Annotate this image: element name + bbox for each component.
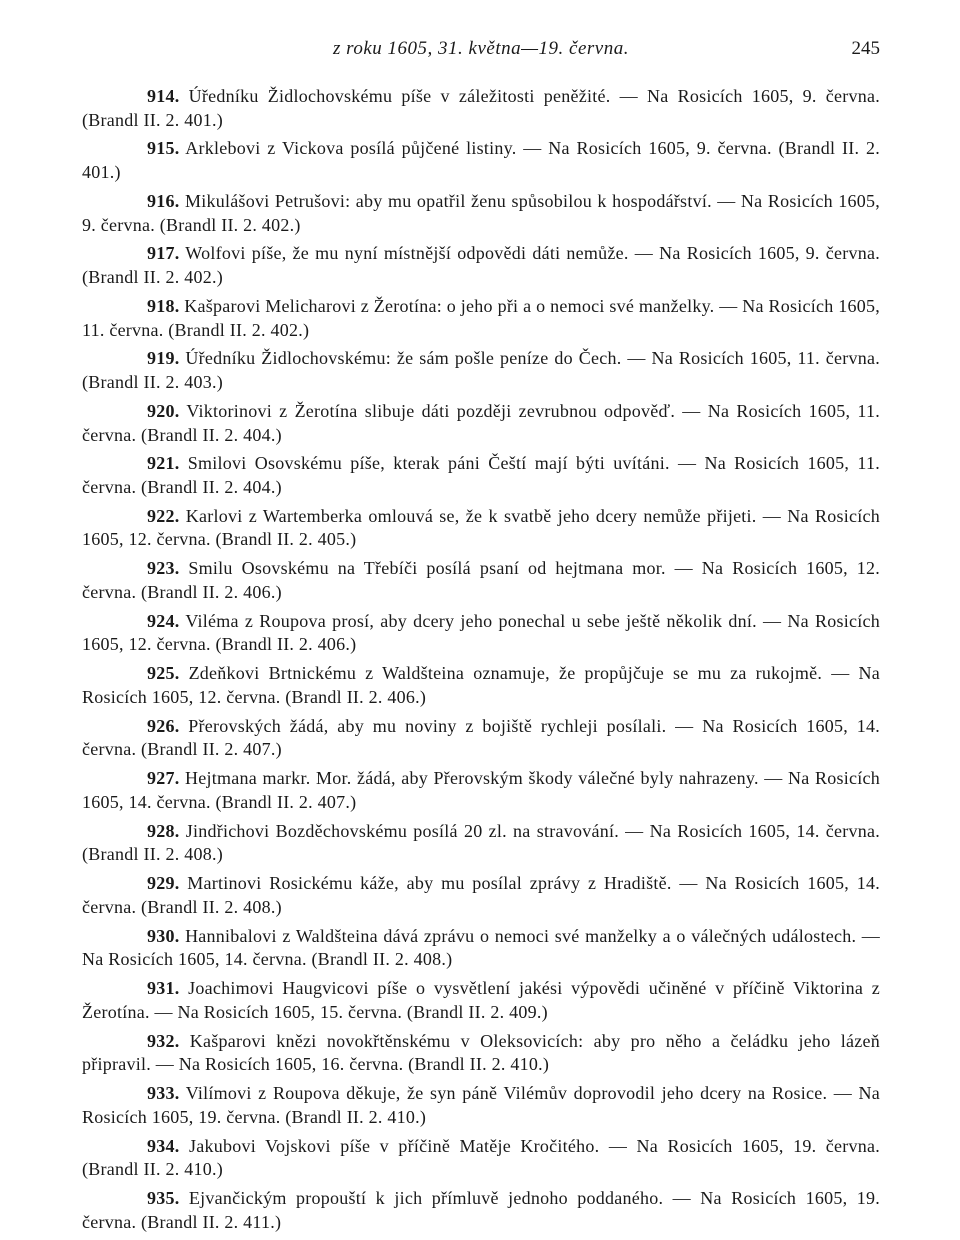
entry-number: 926. <box>147 715 180 736</box>
list-item <box>82 872 880 919</box>
list-item <box>82 820 880 867</box>
entry-number: 923. <box>147 558 180 579</box>
list-item <box>82 715 880 762</box>
list-item <box>82 662 880 709</box>
entry-number: 932. <box>147 1030 180 1051</box>
entry-text: Zdeňkovi Brtnickému z Waldšteina oznamuje, že propůjčuje se mu za rukojmě. — Na Rosicích 1605, 12. června. (Brandl II. 2. 406.) <box>82 663 881 707</box>
list-item <box>82 1082 880 1129</box>
entry-number: 918. <box>147 295 180 316</box>
entry-text: Vilémа z Roupova prosí, aby dcery jeho ponechal u sebe ještě několik dní. — Na Rosicích 1605, 12. června. (Brandl II. 2. 406.) <box>82 610 880 655</box>
entry-number: 915. <box>147 138 180 159</box>
running-title: z roku 1605, 31. května—19. června. <box>333 38 629 59</box>
entry-text: Úředníku Židlochovskému píše v záležitosti peněžité. — Na Rosicích 1605, 9. června. (Brandl II. 2. 401.) <box>82 86 881 130</box>
list-item <box>82 925 880 972</box>
list-item <box>82 557 880 604</box>
entry-text: Kašparovi Melicharovi z Žerotína: o jeho při a o nemoci své manželky. — Na Rosicích 1605, 11. června. (Brandl II. 2. 402.) <box>82 295 881 340</box>
entry-number: 935. <box>147 1188 180 1209</box>
entry-text: Vilímovi z Roupova děkuje, že syn páně Vilémův doprovodil jeho dcery na Rosice. — Na Rosicích 1605, 19. června. (Brandl II. 2. 410.) <box>82 1083 880 1127</box>
entry-text: Jindřichovi Bozděchovskému posílá 20 zl. na stravování. — Na Rosicích 1605, 14. června. (Brandl II. 2. 408.) <box>82 820 881 865</box>
entry-number: 924. <box>147 610 180 631</box>
list-item <box>82 452 880 499</box>
running-head <box>82 38 880 68</box>
entry-number: 927. <box>147 768 180 789</box>
entry-text: Smilovi Osovskému píše, kterak páni Čeští mají býti uvítáni. — Na Rosicích 1605, 11. června. (Brandl II. 2. 404.) <box>82 453 880 497</box>
entry-number: 920. <box>147 400 180 421</box>
list-item <box>82 1135 880 1182</box>
list-item <box>82 977 880 1024</box>
entry-text: Ejvančickým propouští k jich přímluvě jednoho poddaného. — Na Rosicích 1605, 19. června. (Brandl II. 2. 411.) <box>82 1188 880 1232</box>
entry-number: 925. <box>147 663 180 684</box>
entry-text: Jakubovi Vojskovi píše v příčině Matěje Kročitého. — Na Rosicích 1605, 19. června. (Brandl II. 2. 410.) <box>82 1135 881 1180</box>
entry-number: 930. <box>147 925 180 946</box>
entry-text: Hannibalovi z Waldšteina dává zprávu o nemoci své manželky a o válečných událostech. — Na Rosicích 1605, 14. června. (Brandl II. 2. 408.) <box>82 925 880 970</box>
entry-number: 922. <box>147 505 180 526</box>
entry-text: Hejtmana markr. Mor. žádá, aby Přerovským škody válečné byly nahrazeny. — Na Rosicích 1605, 14. června. (Brandl II. 2. 407.) <box>82 768 881 812</box>
entry-number: 914. <box>147 86 180 106</box>
entry-number: 921. <box>147 453 180 474</box>
list-item <box>82 610 880 657</box>
entry-text: Arklebovi z Vickova posílá půjčené listiny. — Na Rosicích 1605, 9. června. (Brandl II. 2. 401.) <box>82 138 881 183</box>
entry-text: Kašparovi knězi novokřtěnskému v Oleksovicích: aby pro něho a čeládku jeho lázeň připravil. — Na Rosicích 1605, 16. června. (Brandl II. 2. 410.) <box>82 1030 880 1075</box>
list-item <box>82 347 880 394</box>
list-item <box>82 400 880 447</box>
entry-number: 928. <box>147 820 180 841</box>
page-number: 245 <box>851 38 880 59</box>
entry-number: 931. <box>147 978 180 999</box>
entry-text: Smilu Osovskému na Třebíči posílá psaní od hejtmana mor. — Na Rosicích 1605, 12. června. (Brandl II. 2. 406.) <box>82 558 880 602</box>
list-item <box>82 242 880 289</box>
entry-number: 917. <box>147 243 180 264</box>
entry-text: Úředníku Židlochovskému: že sám pošle peníze do Čech. — Na Rosicích 1605, 11. června. (Brandl II. 2. 403.) <box>82 348 880 393</box>
entry-number: 916. <box>147 190 180 211</box>
entry-number: 919. <box>147 348 180 369</box>
list-item <box>82 295 880 342</box>
entry-list <box>82 85 880 1240</box>
list-item <box>82 85 880 132</box>
entry-number: 929. <box>147 873 180 894</box>
entry-number: 934. <box>147 1135 180 1156</box>
list-item <box>82 137 880 184</box>
entry-text: Karlovi z Wartemberka omlouvá se, že k svatbě jeho dcery nemůže přijeti. — Na Rosicích 1605, 12. června. (Brandl II. 2. 405.) <box>82 505 880 550</box>
list-item <box>82 505 880 552</box>
entry-text: Martinovi Rosickému káže, aby mu posílal zprávy z Hradiště. — Na Rosicích 1605, 14. června. (Brandl II. 2. 408.) <box>82 873 881 917</box>
entry-text: Mikulášovi Petrušovi: aby mu opatřil ženu spůsobilou k hospodářství. — Na Rosicích 1605, 9. června. (Brandl II. 2. 402.) <box>82 190 881 235</box>
entry-text: Joachimovi Haugvicovi píše o vysvětlení jakési výpovědi učiněné v příčině Viktorina z Žerotína. — Na Rosicích 1605, 15. června. (Brandl II. 2. 409.) <box>82 978 881 1022</box>
list-item <box>82 1030 880 1077</box>
entry-text: Viktorinovi z Žerotína slibuje dáti později zevrubnou odpověď. — Na Rosicích 1605, 11. června. (Brandl II. 2. 404.) <box>82 400 880 445</box>
list-item <box>82 190 880 237</box>
entry-text: Přerovských žádá, aby mu noviny z bojiště rychleji posílali. — Na Rosicích 1605, 14. června. (Brandl II. 2. 407.) <box>82 715 880 760</box>
entry-number: 933. <box>147 1083 180 1104</box>
entry-text: Wolfovi píše, že mu nyní místnější odpovědi dáti nemůže. — Na Rosicích 1605, 9. června. (Brandl II. 2. 402.) <box>82 243 880 288</box>
list-item <box>82 1187 880 1234</box>
list-item <box>82 767 880 814</box>
